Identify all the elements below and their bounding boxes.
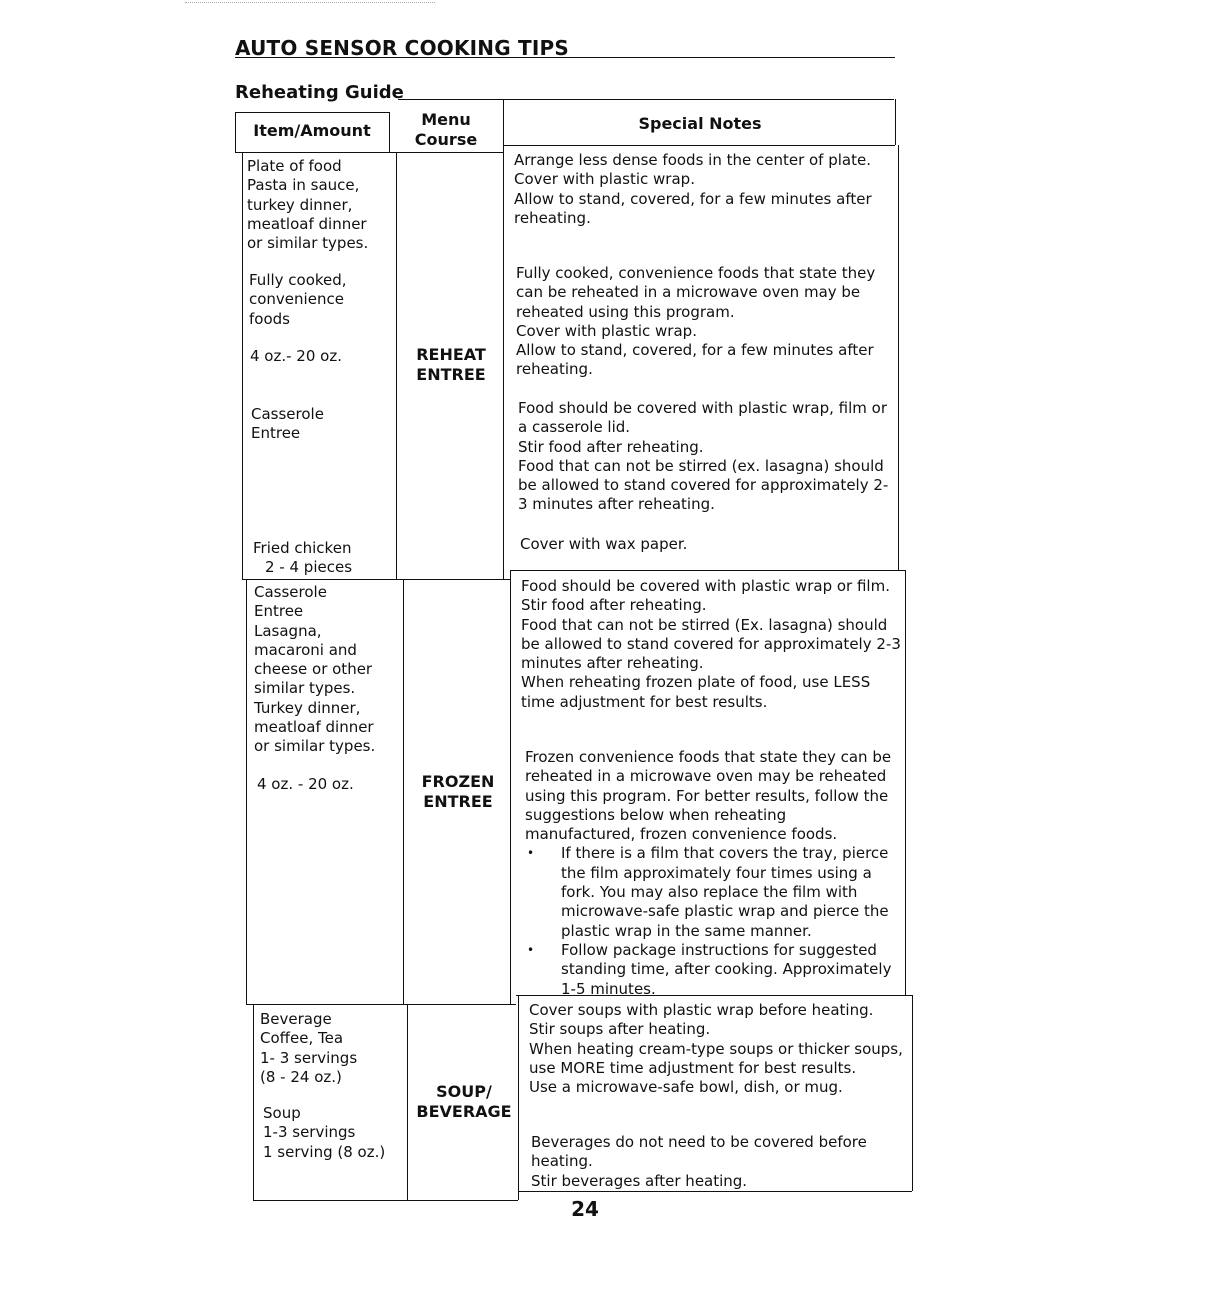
- page-title: AUTO SENSOR COOKING TIPS: [235, 36, 569, 60]
- menu-course-soup-beverage: SOUP/ BEVERAGE: [416, 1082, 512, 1121]
- note-line: Food that can not be stirred (ex. lasagna) should be allowed to stand covered for approximately 2-3 minutes after reheating.: [518, 456, 889, 514]
- note-line: Frozen convenience foods that state they can be reheated in a microwave oven may be reheated using this program. For better results, follow the suggestions below when reheating manufactured, frozen convenience foods.: [525, 748, 892, 844]
- header-menu-course: Menu Course: [414, 110, 478, 149]
- note-line: When reheating frozen plate of food, use LESS time adjustment for best results.: [521, 673, 871, 711]
- soup-item-cell: Soup 1-3 servings 1 serving (8 oz.): [263, 1104, 386, 1161]
- note-line: When heating cream-type soups or thicker soups, use MORE time adjustment for best results.: [529, 1039, 903, 1077]
- table-rule: [503, 99, 504, 579]
- table-rule: [389, 112, 390, 152]
- table-header-row: [235, 108, 897, 153]
- note-line: Stir food after reheating.: [521, 596, 707, 615]
- reheat-item-cell: Fully cooked, convenience foods: [249, 271, 347, 328]
- table-rule: [242, 152, 243, 579]
- reheat-item-cell: Fried chicken 2 - 4 pieces: [253, 539, 353, 577]
- page-number: 24: [571, 1197, 599, 1221]
- frozen-item-cell: Casserole Entree Lasagna, macaroni and cheese or other similar types. Turkey dinner, meatloaf dinner or similar types.: [254, 583, 376, 756]
- table-rule: [510, 570, 905, 571]
- note-line: Cover with wax paper.: [520, 535, 688, 553]
- title-divider: [235, 57, 895, 58]
- table-rule: [895, 99, 896, 145]
- bullet-item: • If there is a film that covers the tray, pierce the film approximately four times using a fork. You may also replace the film with microwave-safe plastic wrap and pierce the plastic wrap in the same manner.: [525, 844, 900, 940]
- note-line: Stir food after reheating.: [518, 437, 704, 456]
- note-line: Stir beverages after heating.: [531, 1171, 748, 1190]
- frozen-notes-cell: [525, 748, 900, 999]
- note-line: Cover soups with plastic wrap before heating.: [529, 1001, 874, 1019]
- reheat-notes-cell: [516, 264, 894, 380]
- table-rule: [518, 1191, 912, 1192]
- note-line: Arrange less dense foods in the center of plate.: [514, 151, 871, 169]
- soup-notes-cell: [529, 1001, 907, 1097]
- soup-notes-cell: [531, 1133, 906, 1191]
- table-rule: [235, 152, 503, 153]
- menu-course-reheat-entree: REHEAT ENTREE: [416, 345, 486, 384]
- table-rule: [242, 579, 510, 580]
- table-rule: [912, 995, 913, 1191]
- bullet-item: • Follow package instructions for suggested standing time, after cooking. Approximately 1-5 minutes.: [525, 941, 900, 999]
- frozen-item-cell: 4 oz. - 20 oz.: [257, 775, 354, 793]
- note-line: Stir soups after heating.: [529, 1020, 711, 1039]
- frozen-notes-cell: [521, 577, 901, 712]
- note-line: Food that can not be stirred (Ex. lasagna) should be allowed to stand covered for approximately 2-3 minutes after reheating.: [521, 615, 901, 673]
- note-line: Food should be covered with plastic wrap or film.: [521, 577, 890, 595]
- note-line: Cover with plastic wrap.: [516, 321, 697, 340]
- reheat-item-cell: [247, 157, 392, 253]
- section-title: Reheating Guide: [235, 82, 404, 103]
- note-line: Beverages do not need to be covered before heating.: [531, 1133, 867, 1171]
- note-line: Food should be covered with plastic wrap, film or a casserole lid.: [518, 399, 887, 437]
- reheat-item-cell: Casserole Entree: [251, 405, 324, 443]
- note-line: Fully cooked, convenience foods that state they can be reheated in a microwave oven may be reheated using this program.: [516, 264, 876, 321]
- header-special-notes: Special Notes: [638, 114, 762, 133]
- note-line: Use a microwave-safe bowl, dish, or mug.: [529, 1078, 843, 1097]
- note-line: Cover with plastic wrap.: [514, 170, 695, 189]
- note-line: Allow to stand, covered, for a few minutes after reheating.: [514, 189, 872, 227]
- table-rule: [246, 579, 247, 1004]
- table-rule: [253, 1200, 518, 1201]
- reheat-item-cell: 4 oz.- 20 oz.: [250, 347, 342, 365]
- header-item-amount: Item/Amount: [253, 121, 371, 140]
- table-rule: [235, 112, 236, 152]
- table-rule: [246, 1004, 516, 1005]
- reheat-notes-cell: [520, 535, 898, 554]
- reheat-notes-cell: [514, 151, 892, 228]
- table-rule: [503, 145, 895, 146]
- menu-course-frozen-entree: FROZEN ENTREE: [421, 772, 495, 811]
- soup-item-cell: Beverage Coffee, Tea 1- 3 servings (8 - 24 oz.): [260, 1010, 358, 1086]
- note-line: Allow to stand, covered, for a few minutes after reheating.: [516, 341, 874, 379]
- reheat-notes-cell: [518, 399, 896, 515]
- table-rule: [253, 1004, 254, 1200]
- scan-artifact: [185, 2, 435, 3]
- table-rule: [905, 570, 906, 995]
- table-rule: [898, 145, 899, 570]
- table-rule: [235, 112, 390, 113]
- item-group: Plate of food Pasta in sauce, turkey dinner, meatloaf dinner or similar types.: [247, 157, 369, 253]
- table-top-border: [398, 99, 894, 100]
